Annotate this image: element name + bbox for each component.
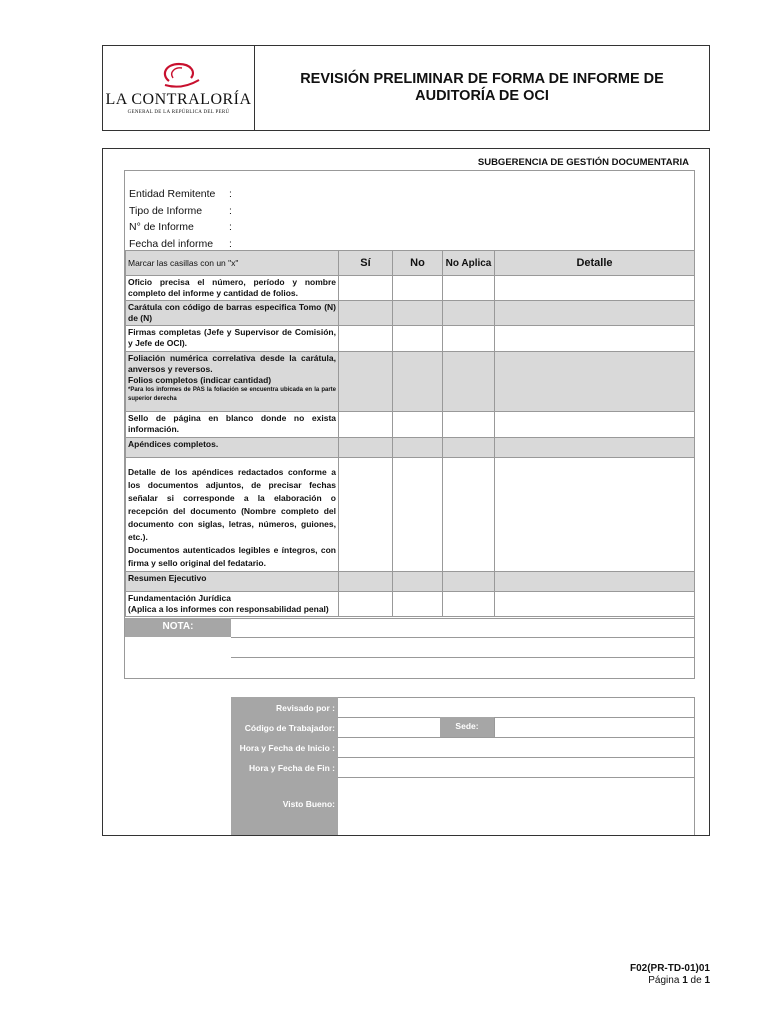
no-aplica-cell[interactable]: [443, 352, 495, 412]
document-title: REVISIÓN PRELIMINAR DE FORMA DE INFORME DE AUDITORÍA DE OCI: [300, 71, 664, 104]
document-header: [102, 45, 710, 131]
no-cell[interactable]: [393, 352, 443, 412]
no-cell[interactable]: [393, 276, 443, 301]
row-label: [126, 458, 339, 572]
checklist-table: [125, 250, 695, 617]
table-row: [126, 592, 695, 617]
no-cell[interactable]: [393, 458, 443, 572]
form-container: [102, 148, 710, 836]
no-cell[interactable]: [393, 301, 443, 326]
detalle-cell[interactable]: [495, 301, 695, 326]
no-aplica-cell[interactable]: [443, 458, 495, 572]
sede-label: Sede:: [440, 717, 494, 737]
table-row: [126, 326, 695, 352]
logo: [103, 46, 255, 130]
si-cell[interactable]: [339, 592, 393, 617]
no-aplica-cell[interactable]: [443, 326, 495, 352]
table-row: [126, 352, 695, 412]
si-cell[interactable]: [339, 458, 393, 572]
sede-divider: [494, 717, 495, 737]
page-number: 1: [682, 975, 688, 986]
detalle-cell[interactable]: [495, 412, 695, 438]
detalle-cell[interactable]: [495, 276, 695, 301]
inicio-field[interactable]: [338, 757, 695, 758]
row-label-line: Folios completos (indicar cantidad): [128, 375, 272, 385]
inicio-label: Hora y Fecha de Inicio :: [239, 743, 335, 753]
si-cell[interactable]: [339, 276, 393, 301]
contraloria-logo-icon: [155, 61, 203, 89]
detalle-cell[interactable]: [495, 458, 695, 572]
revisado-label: Revisado por :: [275, 703, 335, 713]
si-cell[interactable]: [339, 438, 393, 458]
no-aplica-header: No Aplica: [443, 251, 495, 276]
row-label: Sello de página en blanco donde no exista información.: [126, 412, 339, 438]
revisado-field[interactable]: [338, 717, 695, 718]
si-header: Sí: [339, 251, 393, 276]
table-row: [126, 276, 695, 301]
page-footer: [630, 963, 710, 987]
si-cell[interactable]: [339, 572, 393, 592]
codigo-label: Código de Trabajador:: [244, 723, 335, 733]
no-cell[interactable]: [393, 592, 443, 617]
metadata-fields: [129, 186, 232, 252]
no-cell[interactable]: [393, 326, 443, 352]
detalle-cell[interactable]: [495, 326, 695, 352]
no-cell[interactable]: [393, 438, 443, 458]
instruction-header: Marcar las casillas con un "x": [126, 251, 339, 276]
table-header-row: [126, 251, 695, 276]
row-label: Firmas completas (Jefe y Supervisor de Comisión, y Jefe de OCI).: [126, 326, 339, 352]
table-row: [126, 572, 695, 592]
row-label: Resumen Ejecutivo: [126, 572, 339, 592]
page-indicator: [630, 975, 710, 987]
meta-label: N° de Informe: [129, 221, 194, 233]
table-row: [126, 458, 695, 572]
row-label-line: Documentos autenticados legibles e íntegros, con firma y sello original del fedatario.: [128, 545, 336, 568]
no-aplica-cell[interactable]: [443, 301, 495, 326]
page-mid: de: [687, 975, 705, 986]
nota-section: [125, 618, 694, 678]
row-label: Oficio precisa el número, período y nombre completo del informe y cantidad de folios.: [126, 276, 339, 301]
detalle-cell[interactable]: [495, 352, 695, 412]
no-aplica-cell[interactable]: [443, 438, 495, 458]
row-label-line: (Aplica a los informes con responsabilidad penal): [128, 604, 329, 614]
subgerencia-label: SUBGERENCIA DE GESTIÓN DOCUMENTARIA: [477, 157, 689, 168]
no-aplica-cell[interactable]: [443, 592, 495, 617]
detalle-cell[interactable]: [495, 438, 695, 458]
fin-field[interactable]: [338, 777, 695, 778]
si-cell[interactable]: [339, 352, 393, 412]
fin-label: Hora y Fecha de Fin :: [249, 763, 335, 773]
si-cell[interactable]: [339, 301, 393, 326]
no-aplica-cell[interactable]: [443, 276, 495, 301]
logo-name: LA CONTRALORÍA: [105, 91, 252, 108]
table-row: [126, 412, 695, 438]
si-cell[interactable]: [339, 412, 393, 438]
visto-label: Visto Bueno:: [282, 799, 335, 809]
no-aplica-cell[interactable]: [443, 412, 495, 438]
row-label: [126, 592, 339, 617]
meta-label: Fecha del informe: [129, 237, 214, 250]
meta-sep: :: [229, 237, 232, 250]
nota-line[interactable]: [231, 657, 694, 658]
meta-sep: :: [229, 188, 232, 200]
no-aplica-cell[interactable]: [443, 572, 495, 592]
detalle-cell[interactable]: [495, 572, 695, 592]
row-note: *Para los informes de PAS la foliación se encuentra ubicada en la parte superior derecha: [128, 387, 336, 402]
row-label: Apéndices completos.: [126, 438, 339, 458]
page-prefix: Página: [648, 975, 683, 986]
logo-subtitle: GENERAL DE LA REPÚBLICA DEL PERÚ: [127, 110, 230, 115]
row-label-line: Detalle de los apéndices redactados conforme a los documentos adjuntos, de precisar fechas señalar si corresponde a la elaboración o recepción del documento (Nombre completo del documento con siglas, letras, números, guiones, etc.).: [128, 467, 336, 542]
meta-label: Tipo de Informe: [129, 204, 203, 217]
meta-row-entidad[interactable]: [129, 186, 232, 203]
nota-line[interactable]: [231, 618, 694, 619]
no-header: No: [393, 251, 443, 276]
checklist-area: [124, 170, 695, 679]
no-cell[interactable]: [393, 412, 443, 438]
review-labels: [231, 697, 338, 835]
page-total: 1: [704, 975, 710, 986]
row-label-line: Foliación numérica correlativa desde la carátula, anversos y reversos.: [128, 353, 336, 374]
meta-sep: :: [229, 221, 232, 233]
table-row: [126, 438, 695, 458]
meta-row-numero[interactable]: [129, 219, 232, 236]
nota-label: NOTA:: [125, 618, 231, 637]
form-code: F02(PR-TD-01)01: [629, 963, 710, 974]
table-row: [126, 301, 695, 326]
si-cell[interactable]: [339, 326, 393, 352]
meta-label: Entidad Remitente: [129, 188, 216, 200]
row-label: Carátula con código de barras especifica Tomo (N) de (N): [126, 301, 339, 326]
meta-sep: :: [229, 204, 232, 217]
no-cell[interactable]: [393, 572, 443, 592]
row-label-line: Fundamentación Jurídica: [128, 593, 231, 603]
detalle-header: Detalle: [495, 251, 695, 276]
nota-line[interactable]: [231, 637, 694, 638]
codigo-field[interactable]: [338, 737, 695, 738]
meta-row-tipo[interactable]: [129, 203, 232, 220]
detalle-cell[interactable]: [495, 592, 695, 617]
row-label: [126, 352, 339, 412]
review-section: [231, 697, 695, 835]
